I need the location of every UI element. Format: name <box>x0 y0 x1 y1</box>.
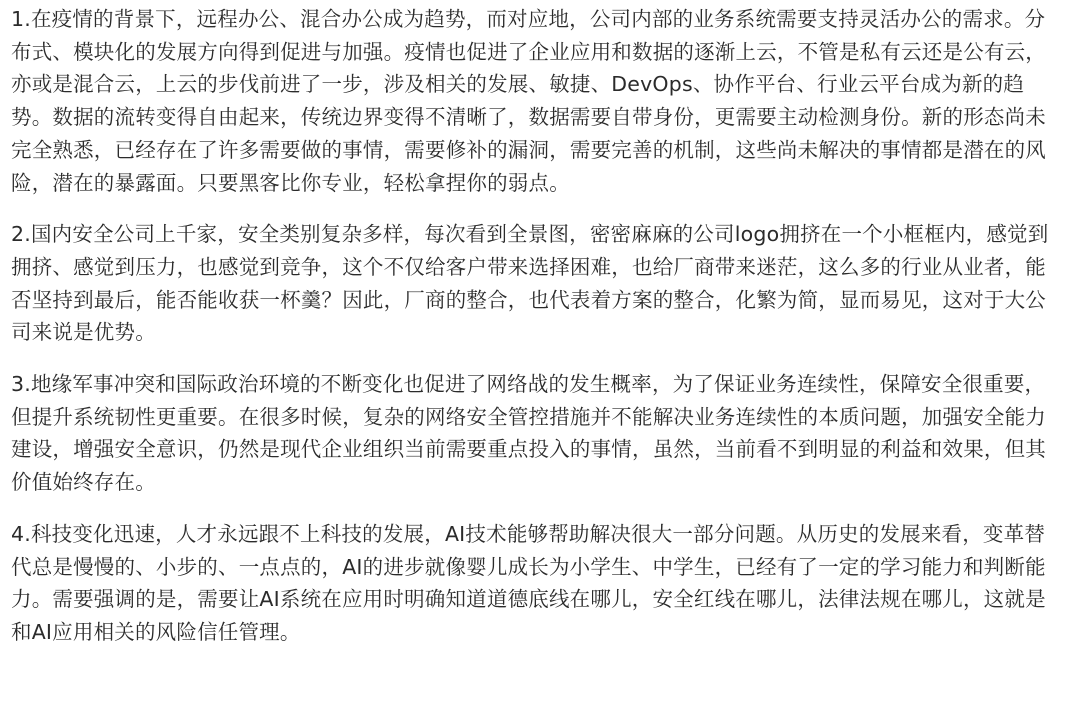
paragraph-4: 4.科技变化迅速，人才永远跟不上科技的发展，AI技术能够帮助解决很大一部分问题。从历史的发展来看，变革替代总是慢慢的、小步的、一点点的，AI的进步就像婴儿成长为小学生、中学生，已经有了一定的学习能力和判断能力。需要强调的是，需要让AI系统在应用时明确知道道德底线在哪儿，安全红线在哪儿，法律法规在哪儿，这就是和AI应用相关的风险信任管理。 <box>11 521 1046 644</box>
paragraph-1: 1.在疫情的背景下，远程办公、混合办公成为趋势，而对应地，公司内部的业务系统需要支持灵活办公的需求。分布式、模块化的发展方向得到促进与加强。疫情也促进了企业应用和数据的逐渐上云，不管是私有云还是公有云，亦或是混合云，上云的步伐前进了一步，涉及相关的发展、敏捷、DevOps、协作平台、行业云平台成为新的趋势。数据的流转变得自由起来，传统边界变得不清晰了，数据需要自带身份，更需要主动检测身份。新的形态尚未完全熟悉，已经存在了许多需要做的事情，需要修补的漏洞，需要完善的机制，这些尚未解决的事情都是潜在的风险，潜在的暴露面。只要黑客比你专业，轻松拿捏你的弱点。 <box>11 7 1046 195</box>
paragraph-2: 2.国内安全公司上千家，安全类别复杂多样，每次看到全景图，密密麻麻的公司logo拥挤在一个小框框内，感觉到拥挤、感觉到压力，也感觉到竞争，这个不仅给客户带来选择困难，也给厂商带来迷茫，这么多的行业从业者，能否坚持到最后，能否能收获一杯羹？因此，厂商的整合，也代表着方案的整合，化繁为简，显而易见，这对于大公司来说是优势。 <box>11 222 1049 345</box>
paragraph-3: 3.地缘军事冲突和国际政治环境的不断变化也促进了网络战的发生概率，为了保证业务连续性，保障安全很重要，但提升系统韧性更重要。在很多时候，复杂的网络安全管控措施并不能解决业务连续性的本质问题，加强安全能力建设，增强安全意识，仍然是现代企业组织当前需要重点投入的事情，虽然，当前看不到明显的利益和效果，但其价值始终存在。 <box>11 372 1046 495</box>
